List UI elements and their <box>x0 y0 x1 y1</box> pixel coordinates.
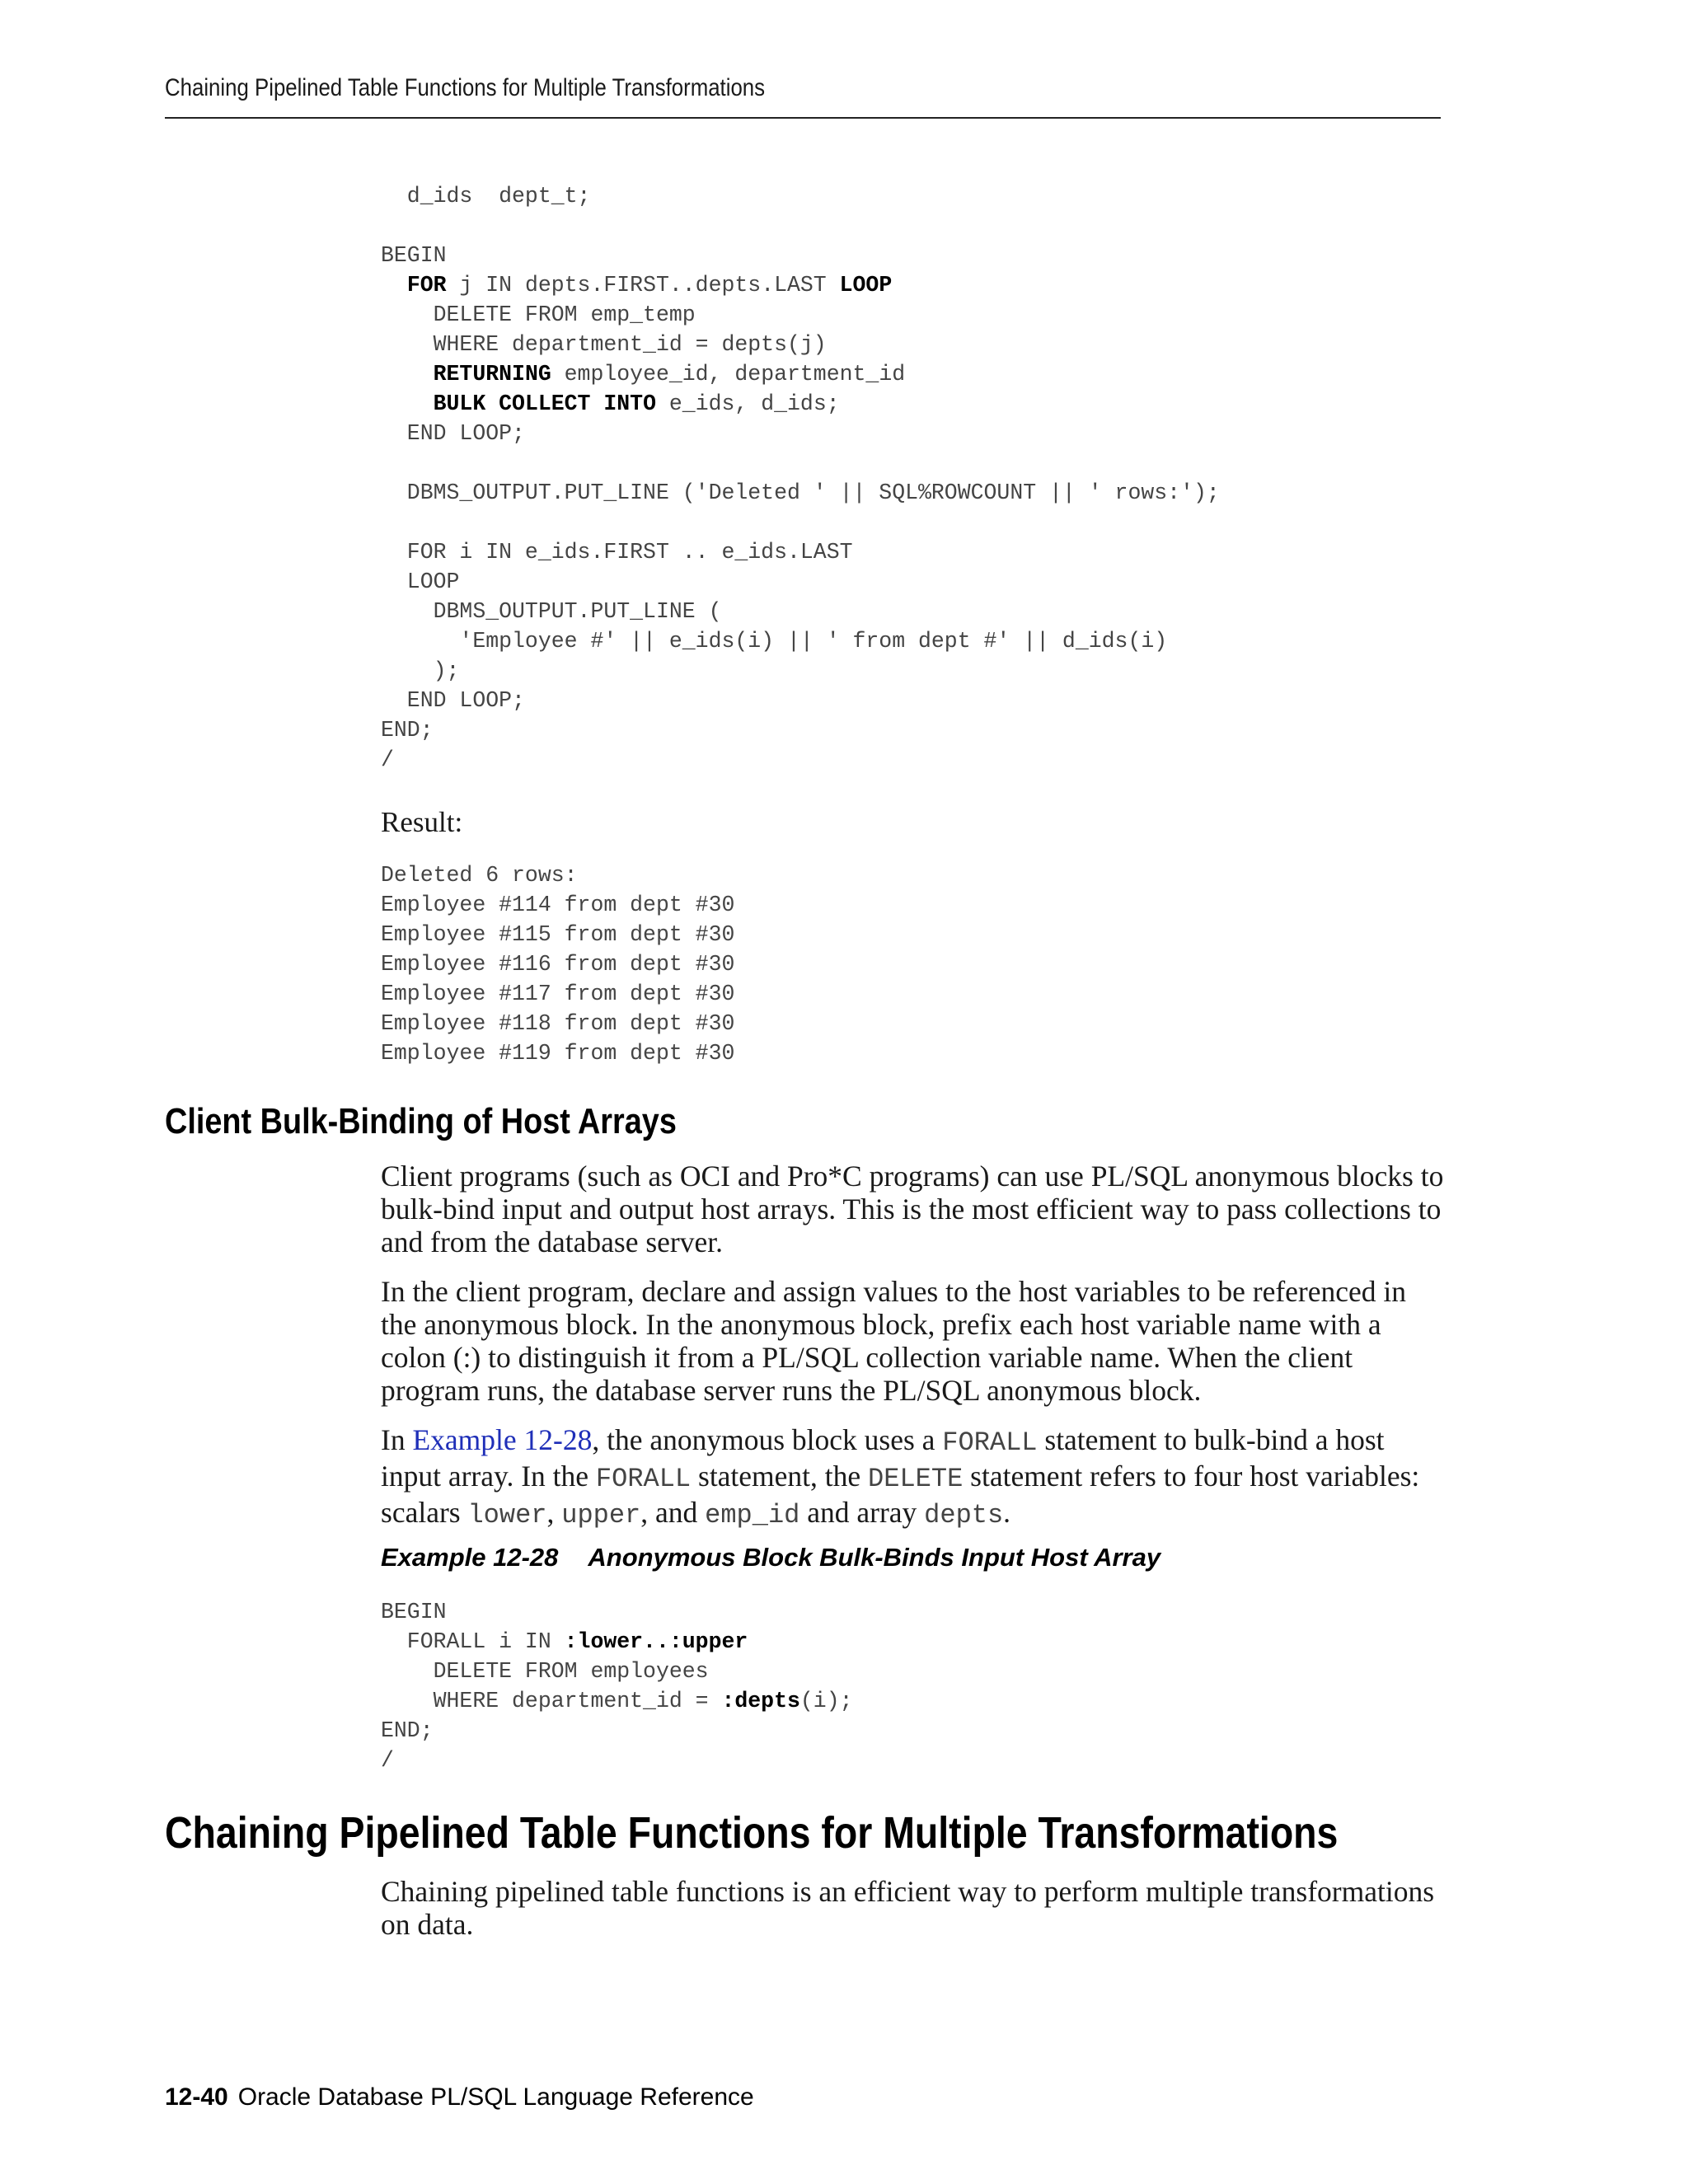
header-rule <box>165 117 1441 119</box>
code-line: Employee #115 from dept #30 <box>381 922 735 947</box>
code-line: FOR j IN depts.FIRST..depts.LAST LOOP <box>406 273 893 298</box>
inline-code-delete: DELETE <box>868 1464 964 1494</box>
example-caption <box>381 1543 1160 1572</box>
section-heading-client-bulk-binding: Client Bulk-Binding of Host Arrays <box>165 1101 677 1141</box>
text-run: statement, the <box>691 1460 869 1493</box>
running-header: Chaining Pipelined Table Functions for Multiple Transformations <box>165 74 766 101</box>
book-title: Oracle Database PL/SQL Language Reference <box>237 2083 754 2111</box>
code-line: END; <box>381 1718 434 1743</box>
example-12-28-link[interactable]: Example 12-28 <box>412 1423 593 1456</box>
code-line: LOOP <box>381 569 460 594</box>
code-line: WHERE department_id = :depts(i); <box>381 1689 853 1713</box>
text-run: . <box>1003 1496 1011 1529</box>
code-line: Employee #114 from dept #30 <box>381 893 735 917</box>
code-line: END; <box>381 718 434 743</box>
inline-code-depts: depts <box>924 1500 1004 1530</box>
code-line: DELETE FROM employees <box>381 1659 709 1684</box>
code-line: END LOOP; <box>381 421 525 446</box>
example-number: Example 12-28 <box>381 1543 559 1572</box>
code-line: FORALL i IN :lower..:upper <box>381 1629 748 1654</box>
text-run: , <box>546 1496 562 1529</box>
code-line: Employee #116 from dept #30 <box>381 952 735 977</box>
text-run: , the anonymous block uses a <box>592 1423 943 1456</box>
text-run: statement refers to four host variables: scalars <box>381 1460 1420 1529</box>
code-block-result-output <box>381 860 734 1068</box>
text-run: , and <box>640 1496 706 1529</box>
code-line: 'Employee #' || e_ids(i) || ' from dept #' || d_ids(i) <box>381 629 1168 654</box>
code-line: DELETE FROM emp_temp <box>381 302 696 327</box>
paragraph-forall-example <box>381 1423 1444 1532</box>
code-line: DBMS_OUTPUT.PUT_LINE ('Deleted ' || SQL%ROWCOUNT || ' rows:'); <box>381 480 1220 505</box>
code-line: Employee #118 from dept #30 <box>381 1011 735 1036</box>
code-line: Employee #117 from dept #30 <box>381 982 735 1006</box>
code-line: ); <box>381 658 460 683</box>
inline-code-forall: FORALL <box>595 1464 692 1494</box>
text-run: In <box>381 1423 413 1456</box>
code-block-delete-loop <box>381 181 1220 775</box>
page-footer <box>165 2083 754 2111</box>
code-line: BULK COLLECT INTO e_ids, d_ids; <box>433 391 840 416</box>
code-line: RETURNING employee_id, department_id <box>433 362 906 387</box>
paragraph-chaining-intro: Chaining pipelined table functions is an efficient way to perform multiple transformations on data. <box>381 1875 1435 1941</box>
code-line: DBMS_OUTPUT.PUT_LINE ( <box>381 599 722 624</box>
page-number: 12-40 <box>165 2083 228 2111</box>
paragraph-client-programs: Client programs (such as OCI and Pro*C programs) can use PL/SQL anonymous blocks to bulk-bind input and output host arrays. This is the most efficient way to pass collections to and from the database server. <box>381 1160 1444 1258</box>
example-title: Anonymous Block Bulk-Binds Input Host Array <box>588 1543 1161 1572</box>
inline-code-forall: FORALL <box>942 1427 1038 1458</box>
code-line: END LOOP; <box>381 688 525 713</box>
code-line: BEGIN <box>381 1600 447 1624</box>
text-run: statement to bulk-bind a host input array. In the <box>381 1423 1385 1493</box>
code-line: Deleted 6 rows: <box>381 863 578 888</box>
section-heading-chaining-pipelined: Chaining Pipelined Table Functions for Multiple Transformations <box>165 1808 1339 1858</box>
code-block-example-12-28 <box>381 1597 853 1775</box>
code-line: BEGIN <box>381 243 447 268</box>
inline-code-upper: upper <box>561 1500 641 1530</box>
code-line: / <box>381 748 394 772</box>
code-line: / <box>381 1748 394 1773</box>
inline-code-lower: lower <box>467 1500 547 1530</box>
result-label: Result: <box>381 806 463 838</box>
code-line: WHERE department_id = depts(j) <box>381 332 827 357</box>
inline-code-emp-id: emp_id <box>705 1500 800 1530</box>
code-line: FOR i IN e_ids.FIRST .. e_ids.LAST <box>381 540 853 565</box>
text-run: and array <box>799 1496 925 1529</box>
paragraph-host-variables: In the client program, declare and assign values to the host variables to be referenced in the anonymous block. In the anonymous block, prefix each host variable name with a colon (:) to distinguish it from a PL/SQL collection variable name. When the client program runs, the database server runs the PL/SQL anonymous block. <box>381 1275 1406 1407</box>
code-line: d_ids dept_t; <box>381 184 591 209</box>
code-line: Employee #119 from dept #30 <box>381 1041 735 1066</box>
